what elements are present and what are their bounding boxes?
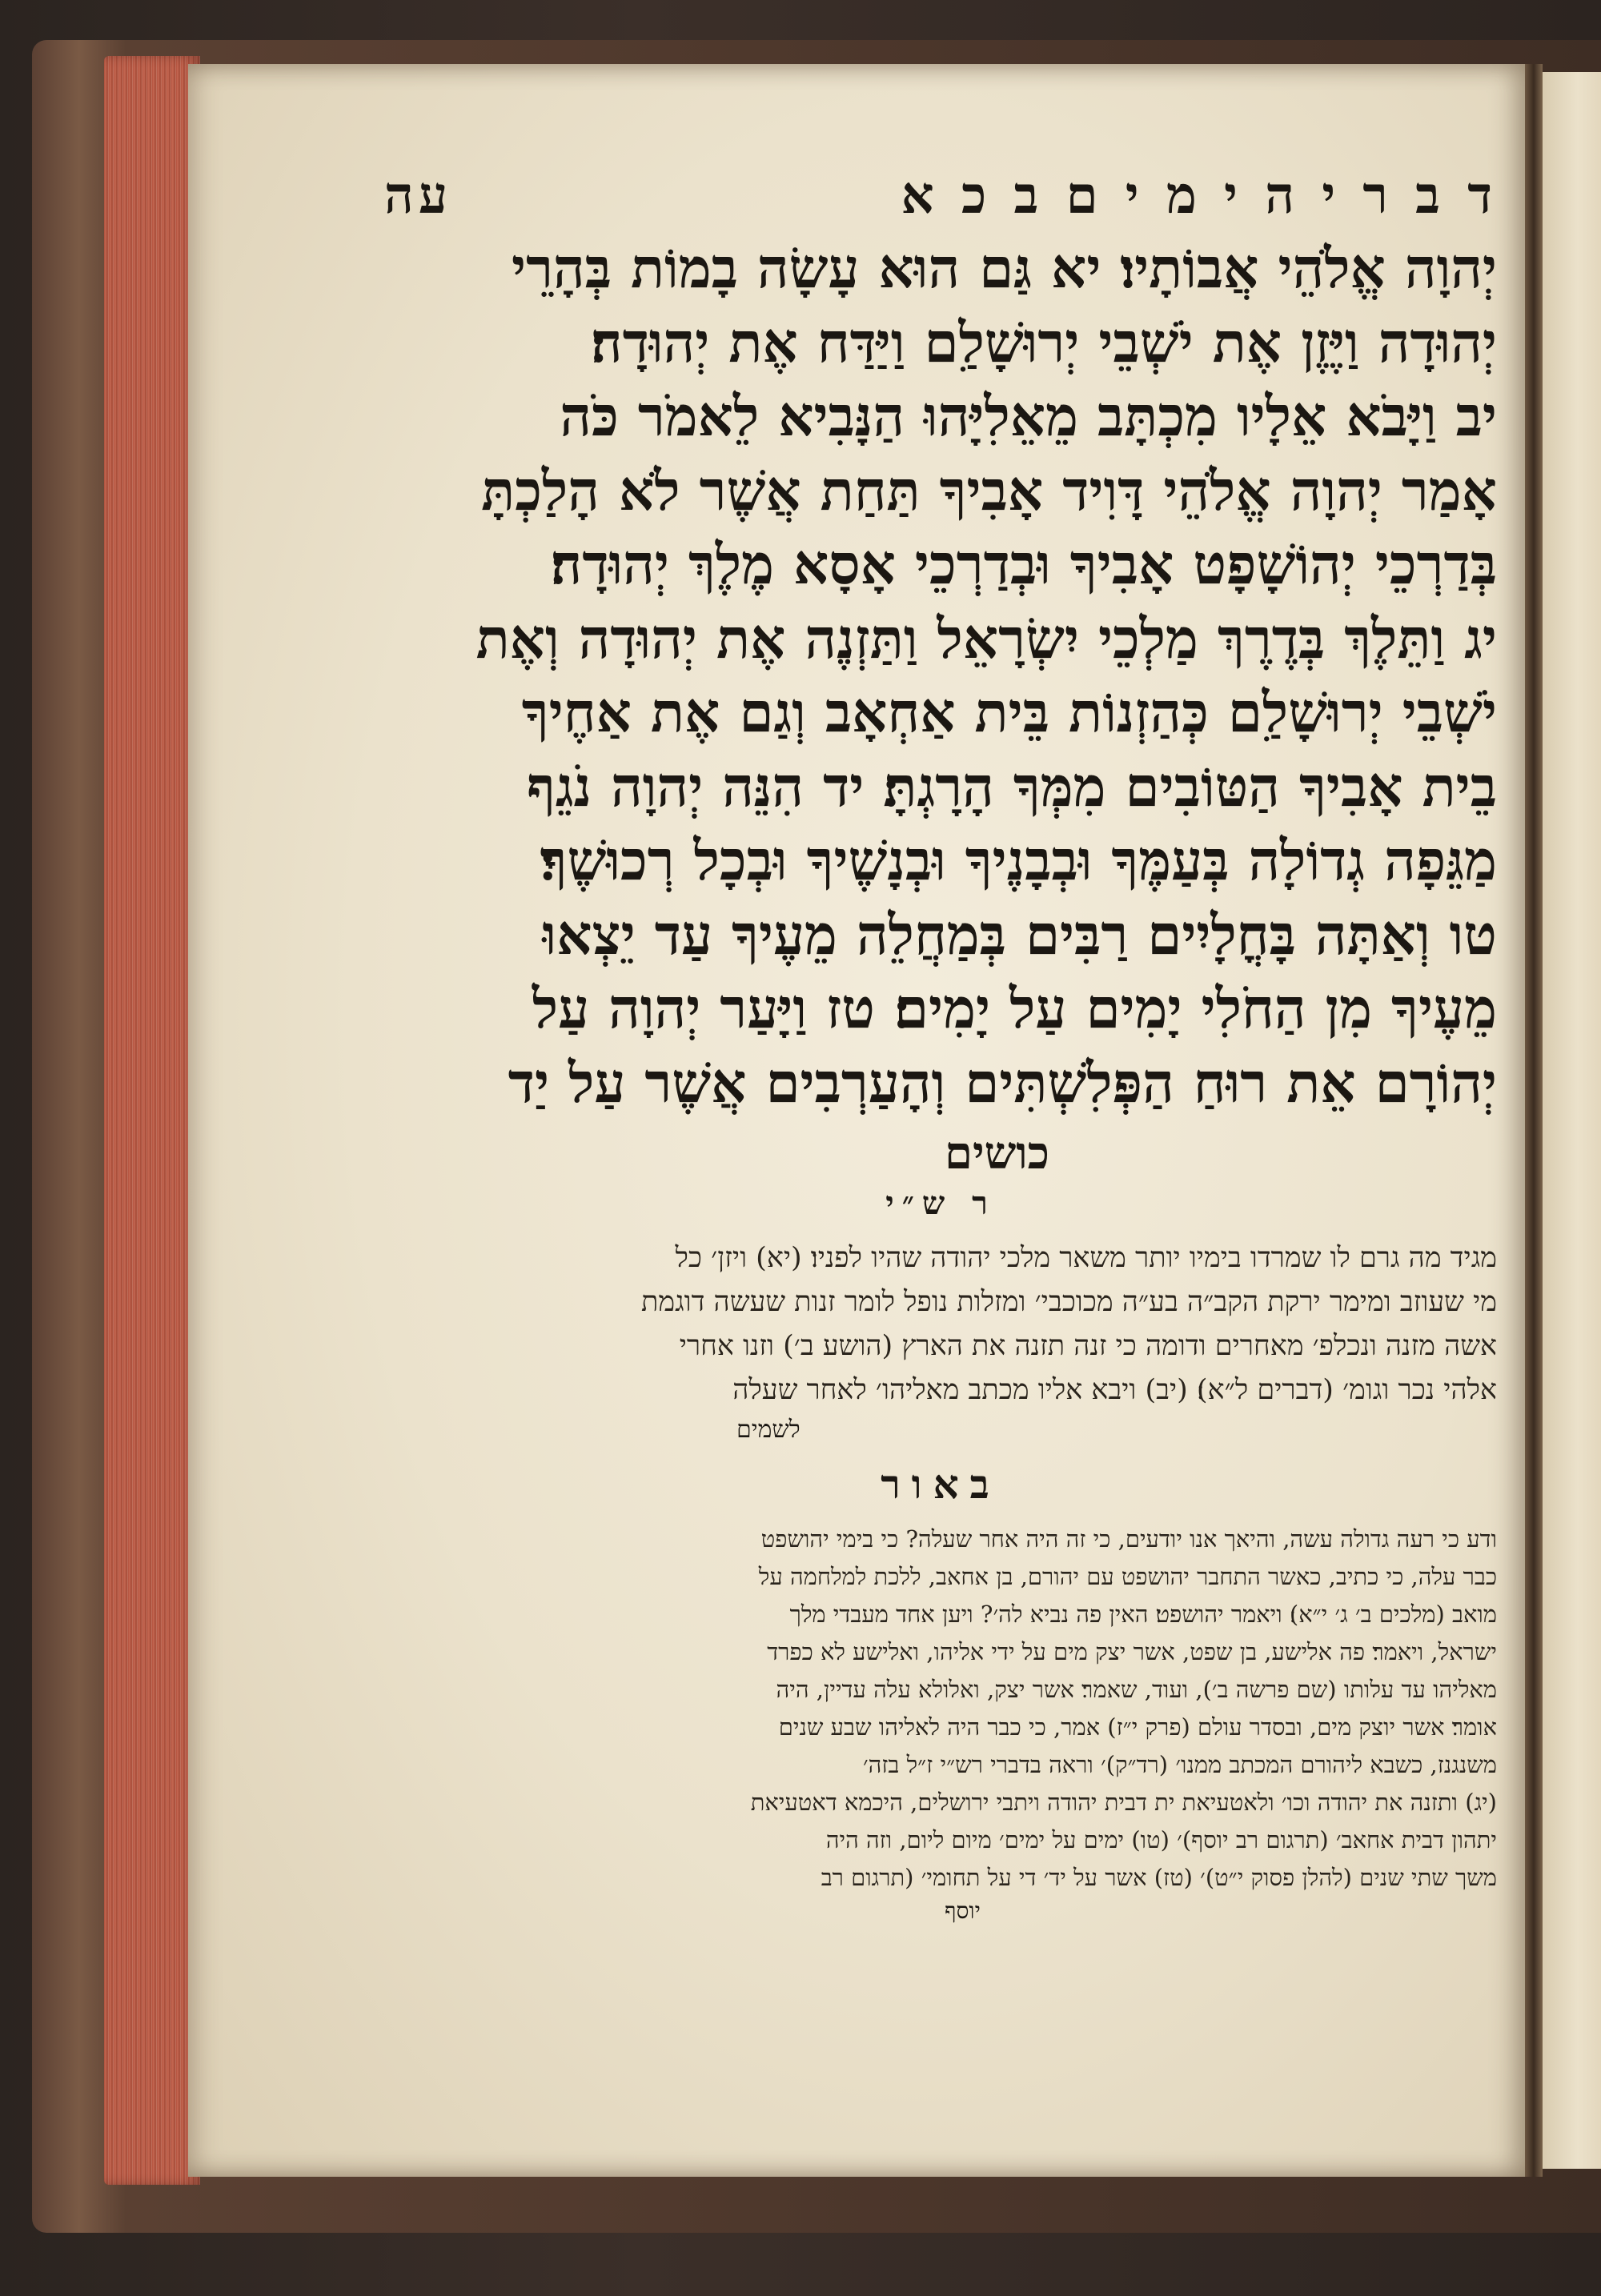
rashi-commentary [384,1236,1497,1412]
beur-line: משך שתי שנים (להלן פסוק י״ט)׳ (טז) אשר על יד׳ די על תחומי׳ (תרגום רב [821,1864,1497,1892]
main-line: יב וַיָּבֹא אֵלָיו מִכְתָּב מֵאֵלִיָּהוּ הַנָּבִיא לֵאמֹר כֹּה [560,384,1497,450]
main-line: יג וַתֵּלֶךְ בְּדֶרֶךְ מַלְכֵי יִשְׂרָאֵל וַתַּזְנֶה אֶת יְהוּדָה וְאֶת [475,606,1497,671]
main-line: מַגֵּפָה גְדוֹלָה בְּעַמֶּךָ וּבְבָנֶיךָ וּבְנָשֶׁיךָ וּבְכָל רְכוּשֶׁךָ׃ [540,828,1497,894]
beur-catchword: יוסף [945,1897,981,1925]
main-line: יֹשְׁבֵי יְרוּשָׁלִַם כְּהַזְנוֹת בֵּית אַחְאָב וְגַם אֶת אַחֶיךָ [521,680,1497,746]
main-catchword: כושים [945,1127,1049,1180]
running-title: ד ב ר י ה י מ י ם ב כ א [901,166,1497,226]
rashi-line: אשה מזנה ונכלפ׳ מאחרים ודומה כי זנה תזנה את הארץ (הושע ב׳) וזנו אחרי [679,1330,1497,1363]
rashi-heading: ר ש״י [885,1184,996,1223]
running-head [384,168,1497,224]
beur-line: ודע כי רעה גדולה עשה, והיאך אנו יודעים, כי זה היה אחר שעלה? כי בימי יהושפט [760,1525,1497,1553]
rashi-catchword: לשמים [736,1416,800,1445]
book-gutter [1525,64,1543,2177]
beur-line: מואב (מלכים ב׳ ג׳ י״א)׃ ויאמר יהושפט׃ האין פה נביא לה׳? ויען אחד מעבדי מלך [789,1601,1497,1629]
beur-line: כבר עלה, כי כתיב, כאשר התחבר יהושפט עם יהורם, בן אחאב, ללכת למלחמה על [758,1563,1497,1591]
facing-page-edge [1543,72,1601,2169]
beur-line: אומר׃ אשר יוצק מים, ובסדר עולם (פרק י״ז) אמר, כי כבר היה לאליהו שבע שנים [778,1713,1497,1741]
main-line: בֵית אָבִיךָ הַטּוֹבִים מִמְּךָ הָרָגְתָּ׃ יד הִנֵּה יְהוָה נֹגֵף [527,754,1497,819]
main-line: יְהוּדָה וַיֶּזֶן אֶת יֹשְׁבֵי יְרוּשָׁלִַם וַיַּדַּח אֶת יְהוּדָה׃ [591,310,1497,375]
beur-heading: באור [881,1461,1001,1509]
folio-number: עה [384,166,453,226]
main-line: מֵעֶיךָ מִן הַחֹלִי יָמִים עַל יָמִים׃ טז וַיָּעַר יְהוָה עַל [532,976,1497,1042]
main-line: יְהוָה אֱלֹהֵי אֲבוֹתָיו׃ יא גַּם הוּא עָשָׂה בָמוֹת בְּהָרֵי [512,236,1497,302]
main-line: בְּדַרְכֵי יְהוֹשָׁפָט אָבִיךָ וּבְדַרְכֵי אָסָא מֶלֶךְ יְהוּדָה׃ [550,532,1497,598]
main-line: יְהוֹרָם אֵת רוּחַ הַפְּלִשְׁתִּים וְהָעַרְבִים אֲשֶׁר עַל יַד [508,1050,1497,1116]
main-line: אָמַר יְהוָה אֱלֹהֵי דָּוִיד אָבִיךָ תַּחַת אֲשֶׁר לֹא הָלַכְתָּ [481,458,1497,523]
beur-line: (יג) ותזנה את יהודה וכו׳ ולאטעיאת ית דבית יהודה ויתבי ירושלים, היכמא דאטעיאת [750,1789,1497,1817]
main-text [384,232,1497,1120]
page-content [384,168,1497,1925]
rashi-line: אלהי נכר וגומ׳ (דברים ל״א)׃ (יב) ויבא אליו מכתב מאליהו׳ לאחר שעלה [732,1374,1497,1407]
rashi-line: מגיד מה גרם לו שמרדו בימיו יותר משאר מלכי יהודה שהיו לפניו׃ (יא) ויזן׳ כל [675,1242,1497,1275]
main-line: טו וְאַתָּה בָּחֳלָיִים רַבִּים בְּמַחֲלֵה מֵעֶיךָ עַד יֵצְאוּ [542,902,1497,968]
rashi-line: מי שעוזב ומימר ירקת הקב״ה בע״ה מכוכבי׳ ומזלות נופל לומר זנות שעשה דוגמת [641,1286,1497,1319]
beur-line: משנגנז, כשבא ליהורם המכתב ממנו׳ (רד״ק)׳ וראה בדברי רש״י ז״ל בזה׳ [862,1751,1497,1779]
beur-line: יתהון דבית אחאב׳ (תרגום רב יוסף)׳ (טו) ימים על ימים׳ מיום ליום, וזה היה [825,1826,1497,1854]
beur-line: ישראל, ויאמר׃ פה אלישע, בן שפט, אשר יצק מים על ידי אליהו, ואלישע לא כפרד [767,1638,1497,1666]
beur-commentary [384,1521,1497,1897]
beur-line: מאליהו עד עלותו (שם פרשה ב׳), ועוד, שאמר׃ אשר יצק, ואלולא עלה עדיין, היה [776,1676,1497,1704]
page-edges [104,56,200,2185]
